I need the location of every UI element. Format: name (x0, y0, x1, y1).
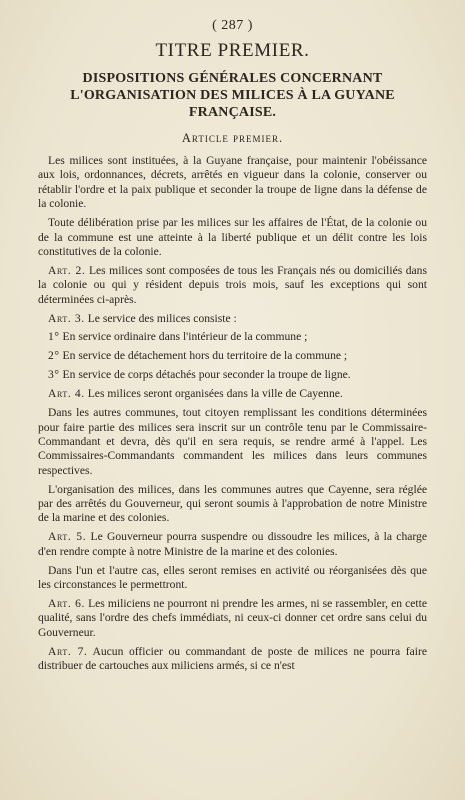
paragraph (38, 483, 427, 526)
article-label: Art. 3. (48, 311, 85, 325)
paragraph (38, 406, 427, 478)
article-label: Art. 7. (48, 644, 88, 658)
article-label: 3° (48, 368, 60, 382)
paragraph-text: Le Gouverneur pourra suspendre ou dissoudre les milices, à la charge d'en rendre compte à notre Ministre de la marine et des colonies. (38, 530, 427, 558)
paragraph-text: Dans l'un et l'autre cas, elles seront remises en activité ou réorganisées dès que les circonstances le permettront. (38, 563, 427, 592)
paragraph-text: En service de détachement hors du territoire de la commune ; (62, 349, 348, 363)
paragraph (38, 645, 427, 674)
article-label: 1° (48, 330, 60, 344)
paragraph-text: En service de corps détachés pour seconder la troupe de ligne. (62, 368, 351, 382)
paragraph (38, 387, 427, 401)
section-heading: DISPOSITIONS GÉNÉRALES CONCERNANT L'ORGANISATION DES MILICES À LA GUYANE FRANÇAISE. (70, 71, 395, 120)
paragraph-text: Toute délibération prise par les milices sur les affaires de l'État, de la colonie ou de la commune est une atteinte à la liberté publique et un délit contre les lois constitutives de la colonie. (38, 216, 427, 258)
paragraph (38, 312, 427, 326)
paragraph (38, 154, 427, 212)
page-number: ( 287 ) (212, 18, 253, 33)
paragraph (38, 349, 427, 363)
paragraph (38, 216, 427, 259)
paragraph-text: Les milices seront organisées dans la ville de Cayenne. (87, 387, 343, 401)
paragraph-text: Aucun officier ou commandant de poste de milices ne pourra faire distribuer de cartouches aux miliciens armés, si ce n'est (38, 644, 428, 673)
article-label: Art. 2. (48, 263, 86, 277)
titre-heading: TITRE PREMIER. (155, 40, 310, 61)
article-label: Art. 4. (48, 387, 85, 401)
article-label: Art. 6. (48, 596, 85, 610)
article-label: 2° (48, 349, 60, 363)
paragraph-text: Les milices sont instituées, à la Guyane française, pour maintenir l'obéissance aux lois, ordonnances, décrets, arrêtés en vigueur dans la colonie, conserver ou rétablir l'ordre et la paix publique et seconder la troupe de ligne dans la défense de la colonie. (38, 154, 427, 211)
paragraph-text: Les milices sont composées de tous les Français nés ou domiciliés dans la colonie ou qui y résident depuis trois mois, sauf les exceptions qui sont déterminées ci-après. (38, 263, 427, 306)
paragraph-text: Dans les autres communes, tout citoyen remplissant les conditions déterminées pour faire partie des milices sera inscrit sur un contrôle tenu par le Commissaire-Commandant et devra, dès qu'il en sera requis, se rendre armé à l'appel. Les Commissaires-Commandants commandent les milices dans leurs communes respectives. (38, 406, 427, 477)
article-heading: Article premier. (181, 131, 284, 145)
paragraph-text: Le service des milices consiste : (87, 311, 237, 325)
paragraph-text: En service ordinaire dans l'intérieur de la commune ; (62, 330, 308, 344)
body-text (38, 154, 427, 674)
paragraph (38, 368, 427, 382)
paragraph (38, 564, 427, 593)
article-label: Art. 5. (48, 530, 87, 544)
paragraph (38, 597, 427, 640)
paragraph (38, 330, 427, 344)
paragraph-text: L'organisation des milices, dans les communes autres que Cayenne, sera réglée par des arrêtés du Gouverneur, qui seront soumis à l'approbation de notre Ministre de la marine et des colonies. (38, 482, 427, 525)
paragraph (38, 264, 427, 307)
paragraph-text: Les miliciens ne pourront ni prendre les armes, ni se rassembler, en cette qualité, sans l'ordre des chefs immédiats, ni ceux-ci donner cet ordre sans celui du Gouverneur. (38, 596, 427, 639)
paragraph (38, 530, 427, 559)
